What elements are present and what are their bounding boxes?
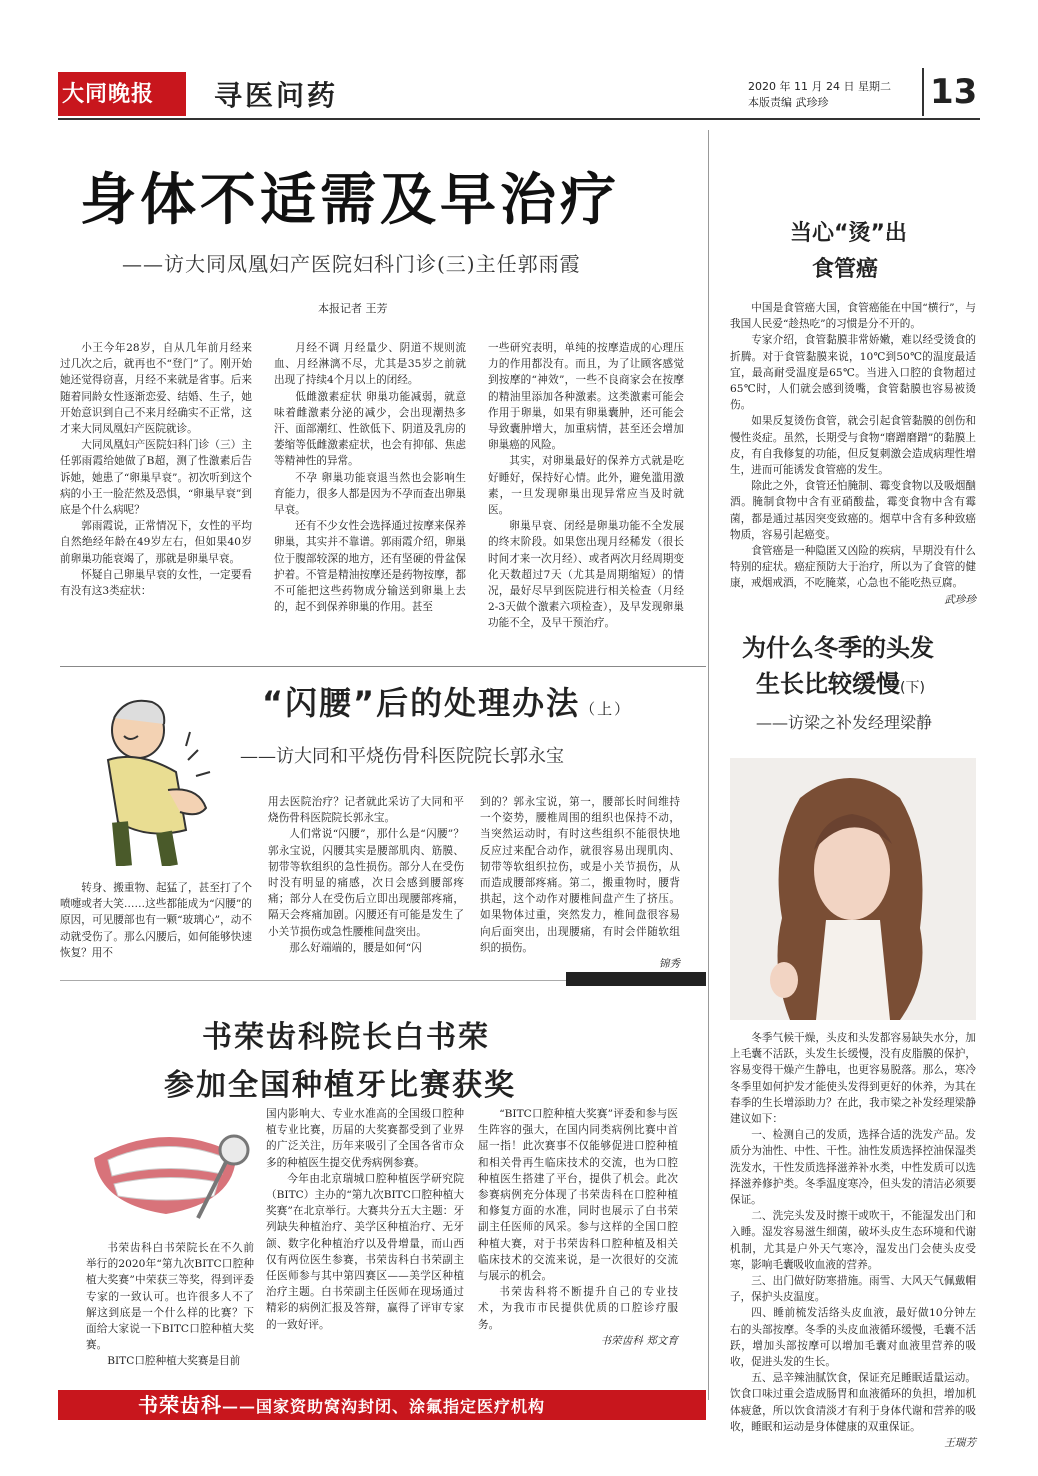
article2-signature: 锦秀 <box>658 958 680 971</box>
paragraph: 五、忌辛辣油腻饮食，保证充足睡眠适量运动。饮食口味过重会造成肠胃和血液循环的负担，增加机体疲惫，所以饮食清淡才有利于身体代谢和营养的吸收，睡眠和运动是身体健康的双重保证。 <box>730 1372 976 1433</box>
article2-title <box>262 678 631 724</box>
paragraph: 月经不调 月经量少、阴道不规则流血、月经淋漓不尽，尤其是35岁之前就出现了持续4个月以上的闭经。 <box>274 342 466 387</box>
issue-date: 2020 年 11 月 24 日 星期二 <box>748 80 891 93</box>
paragraph: 专家介绍，食管黏膜非常娇嫩，难以经受烫食的折腾。对于食管黏膜来说，10℃到50℃的温度最适宜，最高耐受温度是65℃。当进入口腔的食物超过65℃时，人们就会感到烫嘴，食管黏膜也容易被烫伤。 <box>730 334 976 412</box>
paragraph: 人们常说“闪腰”，那什么是“闪腰”？郭永宝说，闪腰其实是腰部肌肉、筋膜、韧带等软组织的急性损伤。部分人在受伤时没有明显的痛感，次日会感到腰部疼痛；部分人在受伤后立即出现腰部疼痛，隔天会疼痛加剧。闪腰还有可能是发生了小关节损伤或急性腰椎间盘突出。 <box>268 828 464 938</box>
paragraph: “BITC口腔种植大奖赛”评委和参与医生阵容的强大，在国内同类病例比赛中首屈一指！此次赛事不仅能够促进口腔种植和相关骨再生临床技术的交流，也为口腔种植医生搭建了平台，提供了机会。此次参赛病例充分体现了书荣齿科在口腔种植和修复方面的水准，同时也展示了白书荣副主任医师的风采。参与这样的全国口腔种植大赛，对于书荣齿科口腔种植及相关临床技术的交流来说，是一次很好的交流与展示的机会。 <box>478 1108 678 1283</box>
sidebar2-title-part: (下) <box>900 680 925 696</box>
section-rule <box>60 666 706 667</box>
article2-subtitle: ——访大同和平烧伤骨科医院院长郭永宝 <box>240 746 564 767</box>
sidebar2-body <box>730 1030 976 1451</box>
article3-column-3 <box>478 1106 678 1349</box>
paragraph: 其实，对卵巢最好的保养方式就是吃好睡好，保持好心情。此外，避免滥用激素，一旦发现卵巢出现异常应当及时就医。 <box>488 455 684 517</box>
paragraph: 郭雨霞说，正常情况下，女性的平均自然绝经年龄在49岁左右，但如果40岁前卵巢功能衰竭了，那就是卵巢早衰。 <box>60 520 252 565</box>
article1-column-3 <box>488 340 684 632</box>
header-divider <box>922 68 924 116</box>
sidebar1-body <box>730 300 976 608</box>
page-number: 13 <box>930 72 978 112</box>
article2-column-1 <box>60 880 252 961</box>
paragraph: 卵巢早衰、闭经是卵巢功能不全发展的终末阶段。如果您出现月经稀发（很长时间才来一次月经）、或者两次月经周期变化天数超过7天（尤其是周期缩短）的情况，最好尽早到医院进行相关检查（月经2-3天做个激素六项检查），及早发现卵巢功能不全，及早干预治疗。 <box>488 520 684 630</box>
paragraph: 一、检测自己的发质，选择合适的洗发产品。发质分为油性、中性、干性。油性发质选择控油保湿类洗发水，干性发质选择滋养补水类，中性发质可以选择滋养修护类。冬季温度寒冷，但头发的清洁必须要保证。 <box>730 1129 976 1207</box>
sidebar2-title-text: 生长比较缓慢 <box>756 670 900 698</box>
article2-column-3 <box>480 794 680 972</box>
paragraph: 低雌激素症状 卵巢功能减弱，就意味着雌激素分泌的减少，会出现潮热多汗、面部潮红、性欲低下、阴道及乳房的萎缩等低雌激素症状，也会有抑郁、焦虑等精神性的异常。 <box>274 390 466 468</box>
article3-title-line1: 书荣齿科院长白书荣 <box>202 1020 490 1055</box>
article1-column-2 <box>274 340 466 615</box>
ad-text: ——国家资助窝沟封闭、涂氟指定医疗机构 <box>222 1397 546 1416</box>
teeth-illustration <box>86 1118 254 1228</box>
woman-hair-photo <box>730 758 976 1020</box>
paragraph: BITC口腔种植大奖赛是目前 <box>107 1355 241 1368</box>
header-rule <box>58 118 980 120</box>
paragraph: 三、出门做好防寒措施。雨雪、大风天气佩戴帽子，保护头皮温度。 <box>730 1275 976 1304</box>
paragraph: 大同凤凰妇产医院妇科门诊（三）主任郭雨霞给她做了B超，测了性激素后告诉她，她患了“卵巢早衰”。初次听到这个病的小王一脸茫然及恐惧，“卵巢早衰”到底是个什么病呢？ <box>60 439 252 517</box>
article3-signature: 书荣齿科 郑文育 <box>600 1334 678 1347</box>
article1-byline: 本报记者 王芳 <box>318 302 388 315</box>
article1-column-1 <box>60 340 252 599</box>
paragraph: 怀疑自己卵巢早衰的女性，一定要看有没有这3类症状： <box>60 568 252 598</box>
paragraph: 书荣齿科白书荣院长在不久前举行的2020年“第九次BITC口腔种植大奖赛”中荣获三等奖，得到评委专家的一致认可。也许很多人不了解这到底是一个什么样的比赛？下面给大家说一下BITC口腔种植大奖赛。 <box>86 1242 254 1352</box>
section-rule-block <box>566 972 706 986</box>
paragraph: 食管癌是一种隐匿又凶险的疾病，早期没有什么特别的症状。癌症预防大于治疗，所以为了食管的健康，戒烟戒酒，不吃腌菜，心急也不能吃热豆腐。 <box>730 545 976 590</box>
masthead-logo: 大同晚报 <box>62 81 155 107</box>
article2-column-2 <box>268 794 464 956</box>
paragraph: 冬季气候干燥，头皮和头发都容易缺失水分，加上毛囊不活跃，头发生长缓慢，没有皮脂膜的保护，容易变得干燥产生静电，也更容易脱落。那么，寒冷冬季里如何护发才能使头发得到更好的休养，为其在春季的生长增添助力？在此，我市梁之补发经理梁静建议如下： <box>730 1032 976 1126</box>
article3-title-line2: 参加全国种植牙比赛获奖 <box>164 1068 516 1103</box>
article1-title: 身体不适需及早治疗 <box>80 168 620 233</box>
back-pain-illustration <box>68 690 230 866</box>
paragraph: 四、睡前梳发活络头皮血液，最好做10分钟左右的头部按摩。冬季的头皮血液循环缓慢，毛囊不活跃，增加头部按摩可以增加毛囊对血液里营养的吸收，促进头发的生长。 <box>730 1307 976 1369</box>
sidebar2-title-line1: 为什么冬季的头发 <box>742 634 934 662</box>
sidebar2-signature: 王瑞芳 <box>944 1437 976 1450</box>
sidebar2-subtitle: ——访梁之补发经理梁静 <box>756 713 933 732</box>
paragraph: 二、洗完头发及时擦干或吹干，不能湿发出门和入睡。湿发容易滋生细菌，破坏头皮生态环境和代谢机制，尤其是户外天气寒冷，湿发出门会使头皮受寒，影响毛囊吸收血液的营养。 <box>730 1210 976 1271</box>
paragraph: 转身、搬重物、起猛了，甚至打了个喷嚏或者大笑……这些都能成为“闪腰”的原因，可见腰部也有一颗“玻璃心”，动不动就受伤了。那么闪腰后，如何能够快速恢复？用不 <box>60 882 252 959</box>
ad-brand: 书荣齿科 <box>138 1393 222 1417</box>
article2-title-text: “闪腰”后的处理办法 <box>262 684 581 722</box>
column-divider <box>708 130 709 1400</box>
ad-banner <box>58 1390 706 1420</box>
sidebar1-title-line1: 当心“烫”出 <box>790 221 907 246</box>
article3-column-2 <box>266 1106 464 1333</box>
paragraph: 除此之外，食管还怕腌制、霉变食物以及吸烟酗酒。腌制食物中含有亚硝酸盐，霉变食物中含有霉菌，都是通过基因突变致癌的。烟草中含有多种致癌物质，容易引起癌变。 <box>730 480 976 541</box>
paragraph: 国内影响大、专业水准高的全国级口腔种植专业比赛，历届的大奖赛都受到了业界的广泛关注，历年来吸引了全国各省市众多的种植医生提交优秀病例参赛。 <box>266 1108 464 1169</box>
section-title: 寻医问药 <box>214 79 339 112</box>
sidebar1-signature: 武珍珍 <box>944 593 976 606</box>
article2-title-part: （上） <box>580 700 632 718</box>
paragraph: 还有不少女性会选择通过按摩来保养卵巢，其实并不靠谱。郭雨霞介绍，卵巢位于腹部较深的地方，还有坚硬的骨盆保护着。不管是精油按摩还是药物按摩，都不可能把这些药物成分输送到卵巢上去的，起不到保养卵巢的作用。甚至 <box>274 520 466 614</box>
paragraph: 用去医院治疗？记者就此采访了大同和平烧伤骨科医院院长郭永宝。 <box>268 796 464 825</box>
paragraph: 中国是食管癌大国，食管癌能在中国“横行”，与我国人民爱“趁热吃”的习惯是分不开的。 <box>730 302 976 331</box>
paragraph: 到的？郭永宝说，第一，腰部长时间维持一个姿势，腰椎周围的组织也保持不动，当突然运动时，有时这些组织不能很快地反应过来配合动作，就很容易出现肌肉、韧带等软组织拉伤，或是小关节损伤，从而造成腰部疼痛。第二，搬重物时，腰背拱起，这个动作对腰椎间盘产生了挤压。如果物体过重，突然发力，椎间盘很容易向后面突出，出现腰痛，有时会伴随软组织的损伤。 <box>480 796 680 954</box>
paragraph: 一些研究表明，单纯的按摩造成的心理压力的作用都没有。而且，为了让顾客感觉到按摩的“神效”，一些不良商家会在按摩的精油里添加各种激素。这类激素可能会作用于卵巢，如果有卵巢囊肿，还可能会导致囊肿增大，加重病情，甚至还会增加卵巢癌的风险。 <box>488 342 684 452</box>
section-rule <box>60 980 566 981</box>
sidebar2-title-line2 <box>756 664 925 699</box>
paragraph: 书荣齿科将不断提升自己的专业技术，为我市市民提供优质的口腔诊疗服务。 <box>478 1286 678 1331</box>
sidebar1-title-line2: 食管癌 <box>812 257 879 282</box>
paragraph: 不孕 卵巢功能衰退当然也会影响生育能力，很多人都是因为不孕而查出卵巢早衰。 <box>274 471 466 517</box>
paragraph: 如果反复烫伤食管，就会引起食管黏膜的创伤和慢性炎症。虽然，长期受与食物“磨蹭磨蹭”的黏膜上皮，有自我修复的功能，但反复刺激会造成病理性增生，进而可能诱发食管癌的发生。 <box>730 415 976 477</box>
article3-column-1 <box>86 1240 254 1370</box>
article1-subtitle: ——访大同凤凰妇产医院妇科门诊(三)主任郭雨霞 <box>122 252 581 276</box>
page-editor: 本版责编 武珍珍 <box>748 96 829 109</box>
paragraph: 今年由北京瑞城口腔种植医学研究院（BITC）主办的“第九次BITC口腔种植大奖赛”在北京举行。大赛共分五大主题：牙列缺失种植治疗、美学区种植治疗、无牙颌、数字化种植治疗以及骨增量，而山西仅有两位医生参赛，书荣齿科白书荣副主任医师参与其中第四赛区——美学区种植治疗主题。白书荣副主任医师在现场通过精彩的病例汇报及答辩，赢得了评审专家的一致好评。 <box>266 1172 464 1331</box>
paragraph: 那么好端端的，腰是如何“闪 <box>289 941 422 954</box>
paragraph: 小王今年28岁，自从几年前月经来过几次之后，就再也不“登门”了。刚开始她还觉得窃喜，月经不来就是省事。后来随着同龄女性逐渐恋爱、结婚、生子，她开始意识到自己不来月经确实不正常，这才来大同凤凰妇产医院就诊。 <box>60 342 252 436</box>
